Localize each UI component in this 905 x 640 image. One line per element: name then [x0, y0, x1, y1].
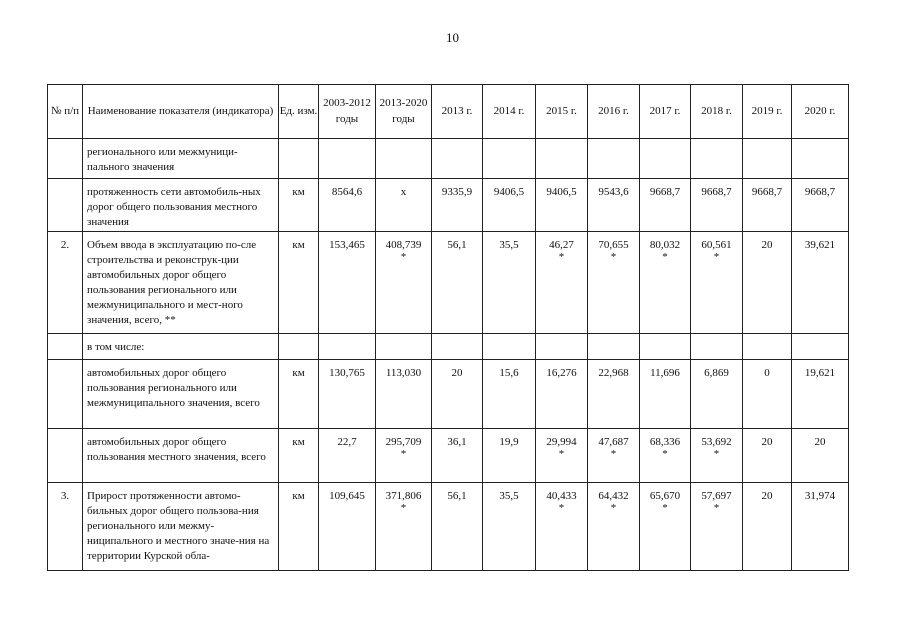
value-cell	[483, 428, 536, 482]
header-name: Наименование показателя (индикатора)	[83, 85, 279, 139]
value-cell	[743, 231, 792, 333]
value-cell	[376, 139, 432, 179]
value-cell	[792, 179, 849, 232]
value-cell	[588, 139, 640, 179]
value-cell	[483, 231, 536, 333]
value-text: x	[400, 186, 407, 198]
value-cell	[536, 179, 588, 232]
value-cell	[588, 231, 640, 333]
footnote-star: *	[662, 250, 668, 263]
indicator-name: регионального или межмуници-пального значения	[83, 139, 279, 179]
value-text: 56,1	[447, 489, 467, 502]
value-cell	[792, 359, 849, 428]
value-text: 408,739	[385, 238, 422, 251]
value-cell	[588, 333, 640, 359]
footnote-star: *	[610, 447, 617, 460]
row-number	[48, 333, 83, 359]
value-cell	[376, 359, 432, 428]
value-cell	[319, 482, 376, 570]
value-text: 40,433	[546, 489, 577, 502]
table-row	[48, 428, 849, 482]
footnote-star: *	[558, 447, 565, 460]
value-cell	[691, 231, 743, 333]
value-cell	[640, 179, 691, 232]
header-num: № п/п	[48, 85, 83, 139]
value-text: 65,670	[649, 489, 681, 502]
value-cell	[319, 179, 376, 232]
value-text: 64,432	[598, 489, 629, 502]
footnote-star: *	[400, 501, 407, 514]
row-number	[48, 428, 83, 482]
value-text: 20	[814, 435, 826, 448]
footnote-star: *	[662, 501, 668, 514]
row-number: 2.	[48, 231, 83, 333]
value-text: 9406,5	[493, 186, 525, 198]
footnote-star: *	[400, 447, 407, 460]
value-cell	[536, 359, 588, 428]
value-cell	[432, 179, 483, 232]
unit-cell: км	[279, 231, 319, 333]
value-text: 46,27	[549, 238, 574, 251]
value-cell	[743, 359, 792, 428]
value-text: 20	[761, 435, 773, 448]
value-text: 19,9	[499, 435, 519, 448]
value-text: 39,621	[804, 238, 836, 251]
value-cell	[319, 428, 376, 482]
value-text: 9668,7	[751, 186, 783, 198]
indicators-table	[47, 84, 849, 571]
value-text: 9668,7	[649, 186, 681, 198]
value-cell	[640, 231, 691, 333]
value-cell	[691, 179, 743, 232]
value-cell	[432, 482, 483, 570]
value-cell	[376, 428, 432, 482]
indicator-name: Объем ввода в эксплуатацию по-сле строительства и реконструк-ции автомобильных дорог общего пользования регионального или межмуниципального и мест-ного значения, всего, **	[83, 231, 279, 333]
value-text: 15,6	[499, 366, 519, 379]
value-cell	[376, 482, 432, 570]
header-year-2017: 2017 г.	[640, 85, 691, 139]
table-row	[48, 231, 849, 333]
value-cell	[640, 333, 691, 359]
value-cell	[319, 231, 376, 333]
value-text: 36,1	[447, 435, 467, 448]
footnote-star: *	[713, 447, 720, 460]
value-cell	[743, 179, 792, 232]
value-text: 22,7	[337, 435, 357, 448]
header-period-2003-2012: 2003-2012 годы	[319, 85, 376, 139]
value-text: 31,974	[804, 489, 836, 502]
row-number: 3.	[48, 482, 83, 570]
value-cell	[691, 139, 743, 179]
header-unit: Ед. изм.	[279, 85, 319, 139]
value-text: 0	[764, 366, 770, 379]
value-cell	[691, 333, 743, 359]
value-cell	[376, 333, 432, 359]
value-text: 113,030	[385, 366, 422, 379]
indicator-name: в том числе:	[83, 333, 279, 359]
value-cell	[319, 139, 376, 179]
value-cell	[743, 333, 792, 359]
value-cell	[376, 179, 432, 232]
value-cell	[792, 428, 849, 482]
value-text: 11,696	[650, 366, 680, 379]
footnote-star: *	[558, 501, 565, 514]
unit-cell: км	[279, 428, 319, 482]
header-year-2019: 2019 г.	[743, 85, 792, 139]
indicator-name: Прирост протяженности автомо-бильных дорог общего пользова-ния регионального или межму-ниципального и местного значе-ния на территории Курской обла-	[83, 482, 279, 570]
header-year-2018: 2018 г.	[691, 85, 743, 139]
value-text: 109,645	[329, 489, 365, 502]
header-year-2014: 2014 г.	[483, 85, 536, 139]
value-cell	[640, 482, 691, 570]
value-text: 9668,7	[804, 186, 836, 198]
value-text: 9543,6	[598, 186, 629, 198]
value-text: 371,806	[385, 489, 422, 502]
header-year-2020: 2020 г.	[792, 85, 849, 139]
unit-cell: км	[279, 179, 319, 232]
value-cell	[588, 359, 640, 428]
indicator-name: автомобильных дорог общего пользования местного значения, всего	[83, 428, 279, 482]
value-cell	[376, 231, 432, 333]
value-cell	[536, 139, 588, 179]
value-cell	[743, 482, 792, 570]
value-cell	[432, 333, 483, 359]
value-cell	[432, 359, 483, 428]
value-text: 8564,6	[331, 186, 363, 198]
indicator-name: протяженность сети автомобиль-ных дорог общего пользования местного значения	[83, 179, 279, 232]
table-row	[48, 179, 849, 232]
value-cell	[432, 231, 483, 333]
value-text: 70,655	[598, 238, 629, 251]
value-text: 6,869	[704, 366, 729, 379]
value-text: 56,1	[447, 238, 467, 251]
value-cell	[640, 139, 691, 179]
value-cell	[536, 231, 588, 333]
value-text: 20	[761, 238, 773, 251]
value-text: 57,697	[701, 489, 732, 502]
value-cell	[536, 428, 588, 482]
table-body	[48, 139, 849, 571]
header-year-2016: 2016 г.	[588, 85, 640, 139]
value-text: 16,276	[546, 366, 577, 379]
value-cell	[483, 333, 536, 359]
unit-cell: км	[279, 482, 319, 570]
value-text: 130,765	[329, 366, 365, 379]
value-text: 153,465	[329, 238, 365, 251]
footnote-star: *	[558, 250, 565, 263]
value-text: 80,032	[649, 238, 681, 251]
row-number	[48, 139, 83, 179]
value-text: 9668,7	[701, 186, 732, 198]
value-cell	[588, 179, 640, 232]
value-text: 35,5	[499, 238, 519, 251]
value-cell	[691, 482, 743, 570]
footnote-star: *	[662, 447, 668, 460]
value-cell	[432, 139, 483, 179]
value-text: 47,687	[598, 435, 629, 448]
value-cell	[743, 139, 792, 179]
value-text: 29,994	[546, 435, 577, 448]
value-cell	[536, 333, 588, 359]
value-cell	[319, 333, 376, 359]
value-text: 20	[451, 366, 463, 379]
value-cell	[792, 231, 849, 333]
table-row	[48, 482, 849, 570]
value-cell	[640, 428, 691, 482]
footnote-star: *	[713, 250, 720, 263]
header-year-2013: 2013 г.	[432, 85, 483, 139]
value-cell	[432, 428, 483, 482]
value-text: 295,709	[385, 435, 422, 448]
value-text: 22,968	[598, 366, 629, 379]
footnote-star: *	[610, 501, 617, 514]
header-period-2013-2020: 2013-2020 годы	[376, 85, 432, 139]
unit-cell: км	[279, 359, 319, 428]
unit-cell	[279, 333, 319, 359]
header-year-2015: 2015 г.	[536, 85, 588, 139]
value-cell	[483, 482, 536, 570]
indicator-name: автомобильных дорог общего пользования регионального или межмуниципального значения, всего	[83, 359, 279, 428]
value-cell	[536, 482, 588, 570]
value-cell	[691, 359, 743, 428]
footnote-star: *	[713, 501, 720, 514]
value-text: 35,5	[499, 489, 519, 502]
value-text: 68,336	[649, 435, 681, 448]
value-cell	[640, 359, 691, 428]
value-cell	[483, 139, 536, 179]
value-cell	[691, 428, 743, 482]
value-cell	[483, 359, 536, 428]
table-row	[48, 139, 849, 179]
value-text: 53,692	[701, 435, 732, 448]
value-cell	[792, 139, 849, 179]
value-text: 20	[761, 489, 773, 502]
value-text: 9406,5	[546, 186, 577, 198]
value-cell	[588, 428, 640, 482]
footnote-star: *	[400, 250, 407, 263]
value-cell	[792, 482, 849, 570]
table-header-row	[48, 85, 849, 139]
value-cell	[483, 179, 536, 232]
value-text: 60,561	[701, 238, 732, 251]
value-cell	[319, 359, 376, 428]
value-text: 19,621	[804, 366, 836, 379]
page-number: 10	[446, 30, 459, 45]
unit-cell	[279, 139, 319, 179]
value-cell	[743, 428, 792, 482]
value-cell	[792, 333, 849, 359]
row-number	[48, 359, 83, 428]
table-row	[48, 359, 849, 428]
row-number	[48, 179, 83, 232]
footnote-star: *	[610, 250, 617, 263]
value-text: 9335,9	[441, 186, 473, 198]
value-cell	[588, 482, 640, 570]
table-row	[48, 333, 849, 359]
